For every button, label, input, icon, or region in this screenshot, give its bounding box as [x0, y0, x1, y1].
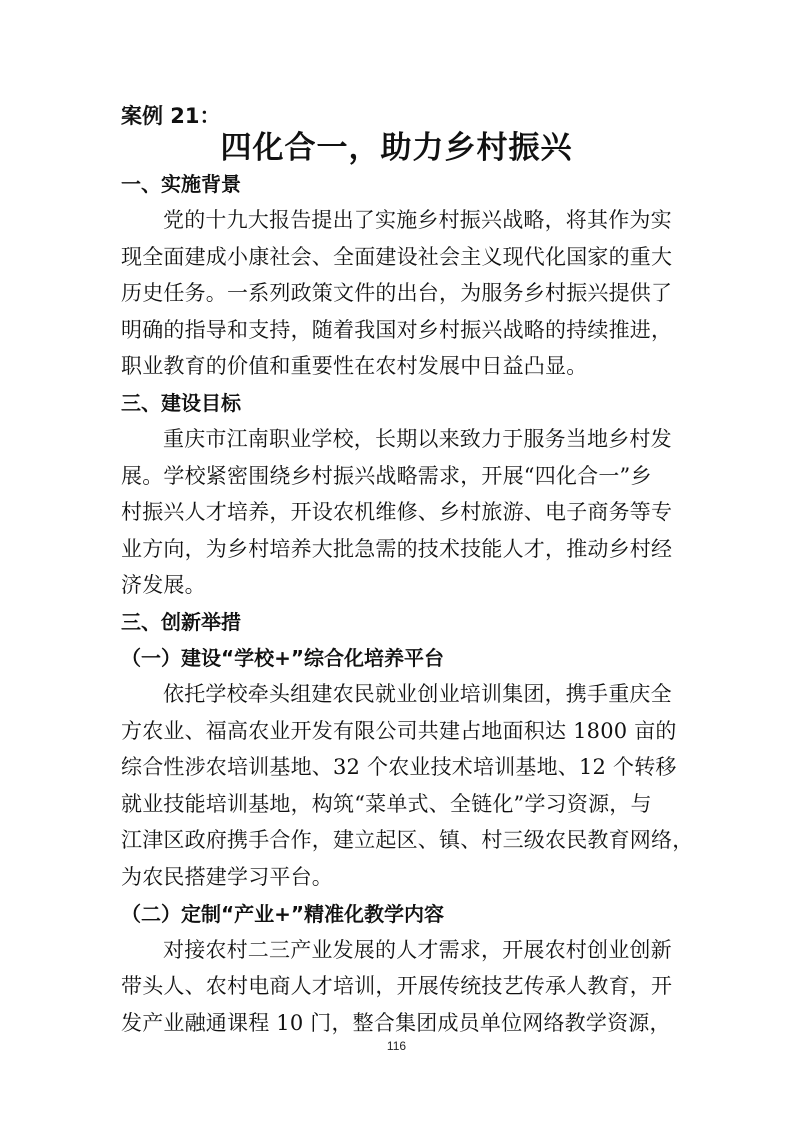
text-line: 济发展。 [121, 573, 206, 598]
document-title: 四化合一，助力乡村振兴 [220, 130, 573, 166]
subsection-heading-platform: （一）建设“学校+”综合化培养平台 [121, 645, 445, 670]
text-line: 业方向，为乡村培养大批急需的技术技能人才，推动乡村经 [121, 536, 673, 561]
text-line: 明确的指导和支持，随着我国对乡村振兴战略的持续推进， [121, 317, 673, 342]
case-label: 案例 21： [121, 104, 221, 128]
document-body [121, 166, 694, 1041]
text-line: 村振兴人才培养，开设农机维修、乡村旅游、电子商务等专 [121, 500, 673, 525]
section-heading-goals: 三、建设目标 [121, 390, 241, 415]
text-line: 对接农村二三产业发展的人才需求，开展农村创业创新 [163, 937, 672, 962]
text-line: 职业教育的价值和重要性在农村发展中日益凸显。 [121, 354, 588, 379]
subsection-heading-teaching-content: （二）定制“产业+”精准化教学内容 [121, 901, 445, 926]
text-line: 重庆市江南职业学校，长期以来致力于服务当地乡村发 [163, 426, 672, 451]
section-heading-background: 一、实施背景 [121, 172, 241, 196]
text-line: 为农民搭建学习平台。 [121, 864, 333, 889]
text-line: 依托学校牵头组建农民就业创业培训集团，携手重庆全 [163, 681, 672, 706]
paragraph-platform [121, 676, 694, 896]
text-line: 就业技能培训基地，构筑“菜单式、全链化”学习资源，与 [121, 791, 652, 816]
page-number: 116 [386, 1039, 407, 1053]
section-heading-measures: 三、创新举措 [121, 609, 241, 634]
text-line: 发产业融通课程 10 门，整合集团成员单位网络教学资源， [121, 1010, 671, 1035]
text-line: 展。学校紧密围绕乡村振兴战略需求，开展“四化合一”乡 [121, 463, 652, 488]
text-line: 江津区政府携手合作，建立起区、镇、村三级农民教育网络， [121, 828, 694, 853]
paragraph-teaching-content [121, 932, 677, 1042]
text-line: 历史任务。一系列政策文件的出台，为服务乡村振兴提供了 [121, 281, 673, 306]
text-line: 带头人、农村电商人才培训，开展传统技艺传承人教育，开 [121, 974, 673, 999]
text-line: 党的十九大报告提出了实施乡村振兴战略，将其作为实 [163, 208, 672, 232]
paragraph-goals [121, 421, 677, 604]
paragraph-background [121, 202, 677, 385]
text-line: 综合性涉农培训基地、32 个农业技术培训基地、12 个转移 [121, 755, 677, 780]
text-line: 现全面建成小康社会、全面建设社会主义现代化国家的重大 [121, 244, 673, 269]
text-line: 方农业、福高农业开发有限公司共建占地面积达 1800 亩的 [121, 718, 677, 743]
